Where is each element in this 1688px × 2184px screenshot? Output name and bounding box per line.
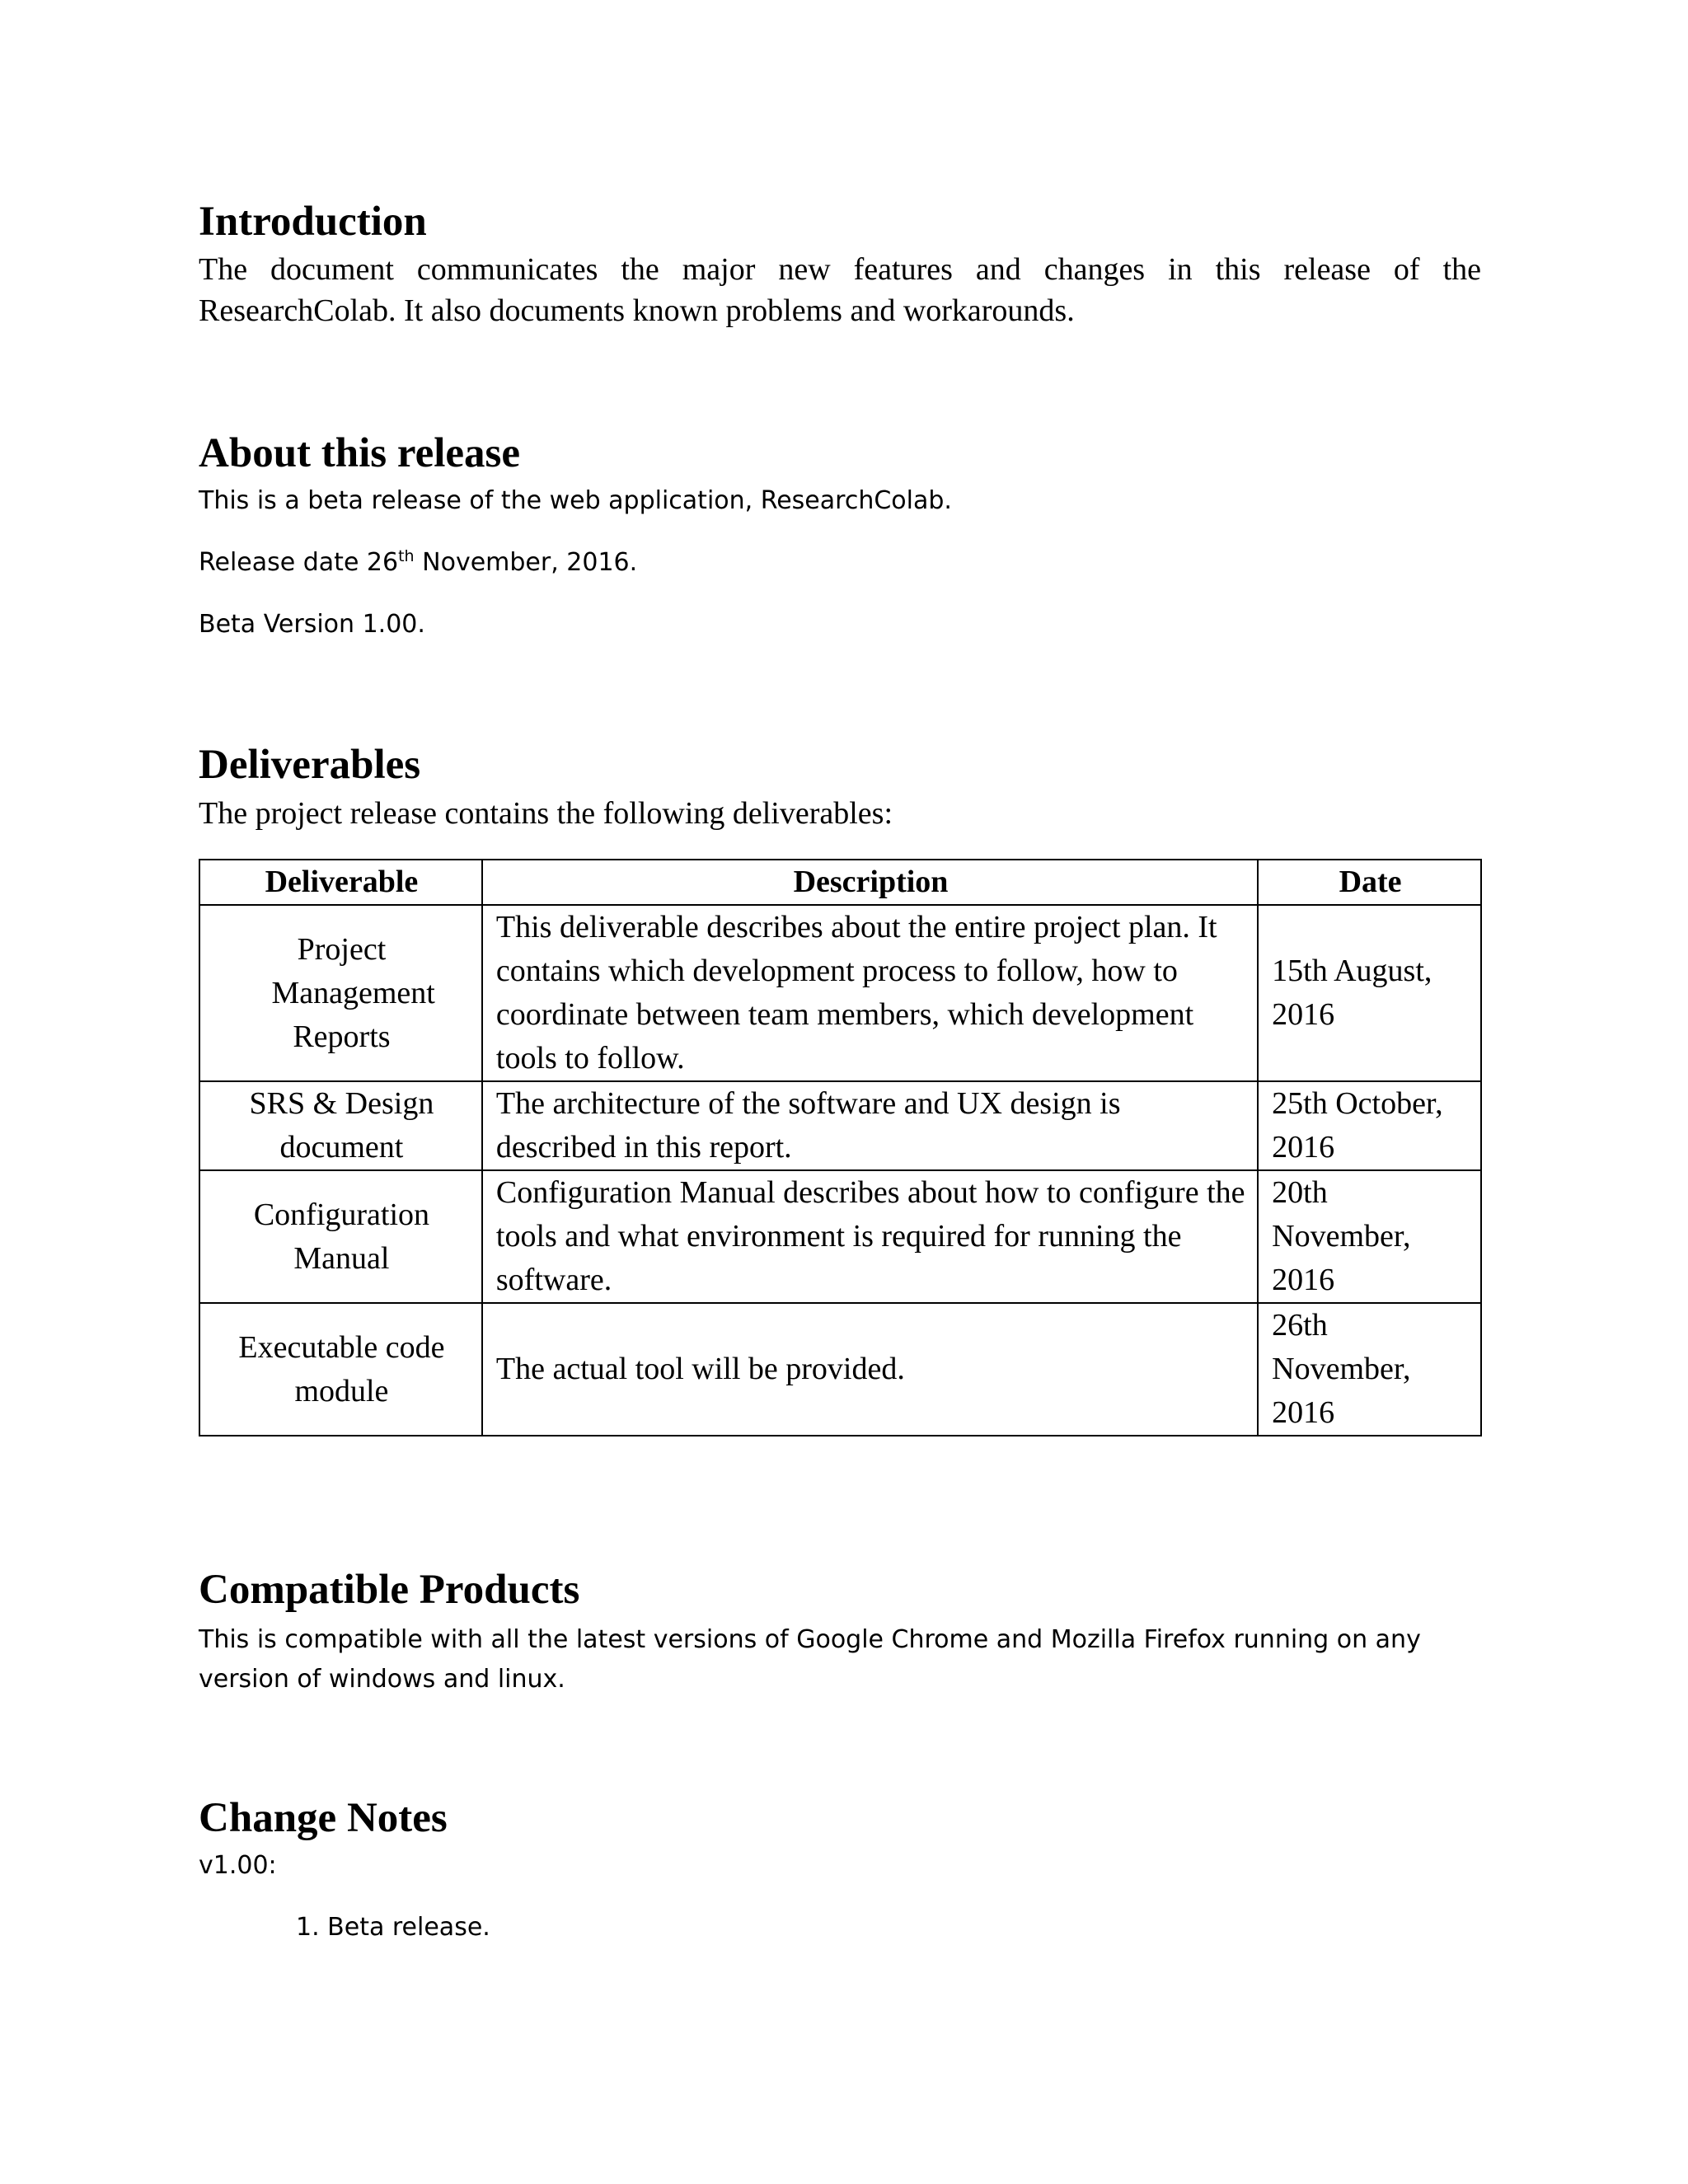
change-notes-version: v1.00: [199,1851,277,1880]
table-row [199,1303,1481,1436]
about-heading: About this release [199,430,521,476]
change-notes-list [296,1908,490,1947]
deliverable-description: The architecture of the software and UX design is described in this report. [482,1081,1258,1170]
column-header-description: Description [482,860,1258,905]
release-date-prefix: Release date 26 [199,548,399,577]
deliverables-intro: The project release contains the following deliverables: [199,796,893,831]
deliverable-name [199,1303,482,1436]
deliverable-description: Configuration Manual describes about how to configure the tools and what environment is required for running the software. [482,1170,1258,1303]
list-item: 1. Beta release. [296,1913,490,1942]
compatible-heading: Compatible Products [199,1567,580,1613]
column-header-deliverable: Deliverable [199,860,482,905]
release-date-text [199,543,1481,583]
column-header-date: Date [1258,860,1481,905]
about-line-1: This is a beta release of the web application, ResearchColab. [199,486,952,515]
deliverable-date: 15th August, 2016 [1258,905,1481,1081]
deliverable-description: The actual tool will be provided. [482,1303,1258,1436]
deliverable-date-text: 20th November, 2016 [1272,1175,1411,1297]
deliverable-name-text: Configuration Manual [253,1197,430,1276]
release-date-suffix: November, 2016. [414,548,638,577]
introduction-heading: Introduction [199,199,427,245]
deliverable-date [1258,1303,1481,1436]
table-row [199,1081,1481,1170]
deliverable-name-text: SRS & Design document [249,1086,434,1165]
table-row [199,905,1481,1081]
deliverable-date-text: 26th November, 2016 [1272,1308,1411,1430]
deliverable-name [199,905,482,1081]
deliverable-date: 25th October, 2016 [1258,1081,1481,1170]
deliverable-name-text: Executable code module [238,1329,445,1408]
deliverable-name [199,1081,482,1170]
deliverables-table [199,859,1482,1436]
deliverable-date [1258,1170,1481,1303]
table-row [199,1170,1481,1303]
change-notes-heading: Change Notes [199,1795,448,1841]
deliverable-name-text: Project Management Reports [271,931,435,1054]
release-date-superscript: th [398,547,415,565]
deliverable-name [199,1170,482,1303]
introduction-body: The document communicates the major new features and changes in this release of the ResearchColab. It also documents known problems and workarounds. [199,252,1481,328]
table-header-row [199,860,1481,905]
version-text: Beta Version 1.00. [199,610,425,639]
deliverables-heading: Deliverables [199,742,421,788]
deliverable-description: This deliverable describes about the entire project plan. It contains which development process to follow, how to coordinate between team members, which development tools to follow. [482,905,1258,1081]
compatible-body: This is compatible with all the latest versions of Google Chrome and Mozilla Firefox running on any version of windows and linux. [199,1625,1421,1694]
